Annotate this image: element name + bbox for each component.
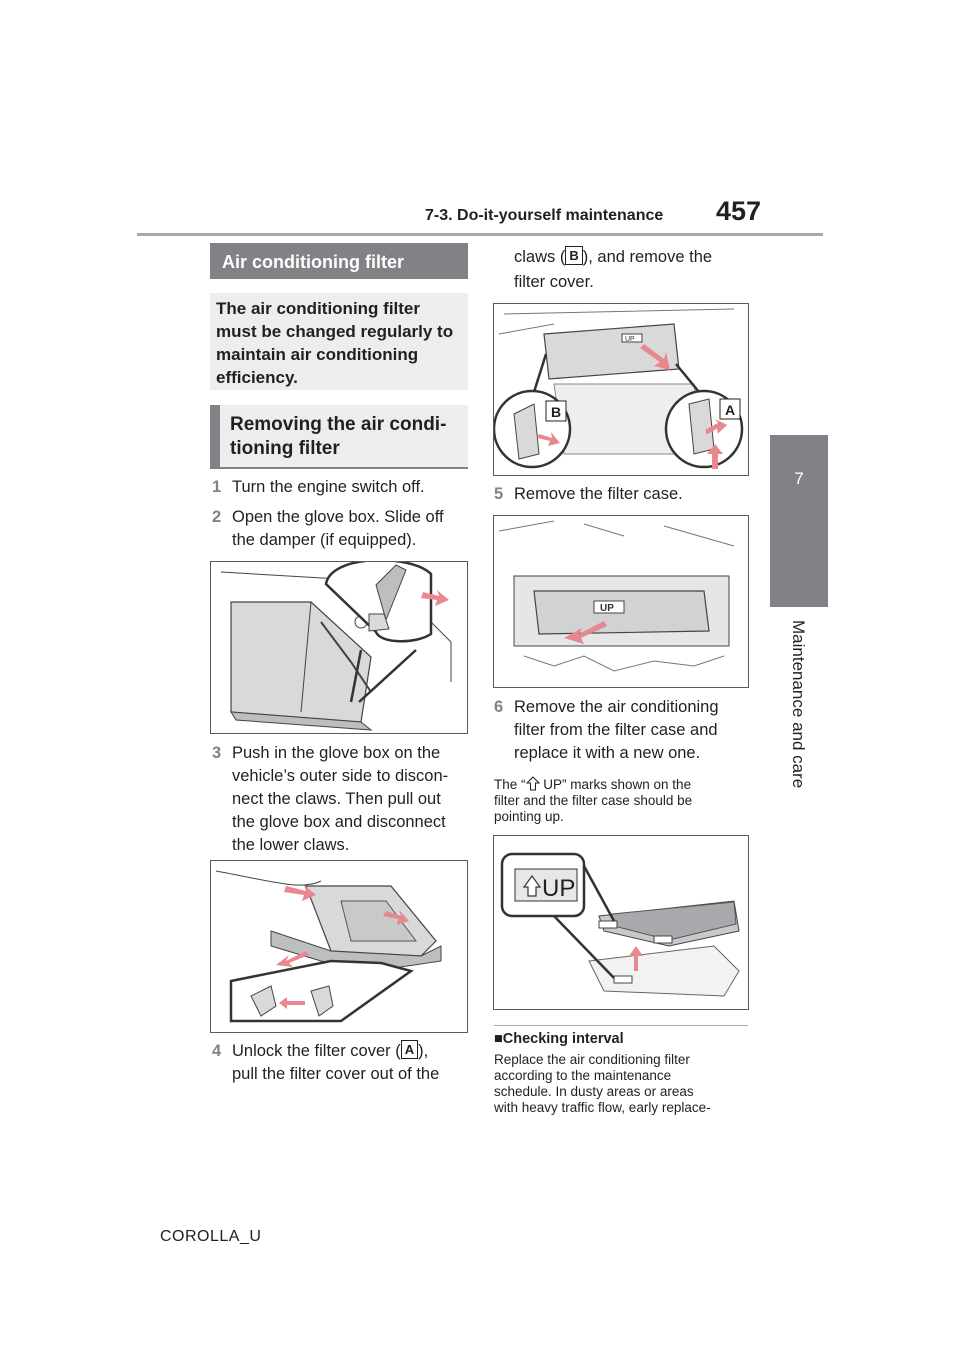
- label-a-badge: A: [401, 1040, 418, 1059]
- step-text-line: Push in the glove box on the: [232, 744, 441, 762]
- chapter-tab[interactable]: [770, 435, 828, 607]
- label-a: A: [725, 402, 736, 418]
- step-text-line: the lower claws.: [232, 836, 350, 854]
- step-text-part: ),: [418, 1042, 429, 1060]
- step-text-line: Open the glove box. Slide off: [232, 508, 444, 526]
- step-1: [212, 476, 472, 500]
- step-text-line: Remove the air conditioning: [514, 698, 719, 716]
- checking-body: [494, 1052, 754, 1122]
- step-number: 4: [212, 1042, 222, 1060]
- checking-line: schedule. In dusty areas or areas: [494, 1084, 694, 1099]
- step-text-line: replace it with a new one.: [514, 744, 701, 762]
- step-4: [212, 1040, 472, 1088]
- step-text: Remove the filter case.: [514, 485, 683, 503]
- section-title: Air conditioning filter: [210, 243, 468, 279]
- subsection-title-line1: Removing the air condi-: [230, 414, 447, 435]
- step-6: [494, 696, 754, 766]
- step-text-line: filter from the filter case and: [514, 721, 718, 739]
- header-rule: [137, 233, 823, 236]
- figure-up-marks: [493, 835, 749, 1010]
- step-4-continued: [514, 246, 754, 294]
- chapter-number: 7: [794, 469, 804, 488]
- subsection-title-line2: tioning filter: [230, 438, 340, 459]
- step-text-line: nect the claws. Then pull out: [232, 790, 441, 808]
- up-note-line2: filter and the filter case should be: [494, 793, 693, 808]
- label-b: B: [551, 404, 562, 420]
- note-rule: [494, 1025, 748, 1026]
- step-text-line: the damper (if equipped).: [232, 531, 417, 549]
- up-mark-small: UP: [625, 336, 635, 343]
- up-arrow-icon: [526, 776, 540, 791]
- intro-box: The air conditioning filter must be changed regularly to maintain air conditioning efficiency.: [210, 293, 468, 390]
- step-number: 3: [212, 744, 222, 762]
- step-number: 1: [212, 478, 222, 496]
- figure-filter-case: [493, 515, 749, 688]
- label-b-badge: B: [565, 246, 582, 265]
- step-number: 2: [212, 508, 222, 526]
- chapter-label-wrap: [788, 620, 812, 900]
- step-text-line: the glove box and disconnect: [232, 813, 446, 831]
- running-header: 7-3. Do-it-yourself maintenance: [425, 207, 664, 224]
- checking-line: Replace the air conditioning filter: [494, 1052, 690, 1067]
- step-number: 6: [494, 698, 504, 716]
- up-note-line1: [494, 776, 754, 793]
- step-text: Turn the engine switch off.: [232, 478, 425, 496]
- step-5: [494, 483, 754, 507]
- checking-title: ■Checking interval: [494, 1031, 624, 1047]
- figure-filter-cover: [493, 303, 749, 476]
- checking-line: according to the maintenance: [494, 1068, 672, 1083]
- step-text-line: [514, 246, 712, 269]
- step-text-part: Unlock the filter cover (: [232, 1042, 401, 1060]
- step-2: [212, 506, 472, 554]
- step-text-line: filter cover.: [514, 273, 594, 291]
- step-number: 5: [494, 485, 504, 503]
- up-note: [494, 776, 754, 826]
- step-3: [212, 742, 472, 857]
- step-text-part: ), and remove the: [582, 248, 713, 266]
- subsection-rule: [210, 467, 468, 469]
- subsection-title: [210, 405, 468, 467]
- note-text-part: UP” marks shown on the: [539, 777, 692, 792]
- figure-glove-box-damper: [210, 561, 468, 734]
- up-mark-large: UP: [542, 875, 576, 902]
- step-text-line: pull the filter cover out of the: [232, 1065, 440, 1083]
- page-number: 457: [716, 196, 762, 226]
- step-text-line: [232, 1040, 428, 1063]
- chapter-label: Maintenance and care: [789, 620, 808, 789]
- up-note-line3: pointing up.: [494, 809, 564, 824]
- up-mark: UP: [600, 603, 614, 614]
- step-text-line: vehicle’s outer side to discon-: [232, 767, 449, 785]
- footer-model: COROLLA_U: [160, 1228, 262, 1245]
- figure-glove-box-removal: [210, 860, 468, 1033]
- step-text-part: claws (: [514, 248, 566, 266]
- checking-line: with heavy traffic flow, early replace-: [494, 1100, 711, 1115]
- note-text-part: The “: [494, 777, 526, 792]
